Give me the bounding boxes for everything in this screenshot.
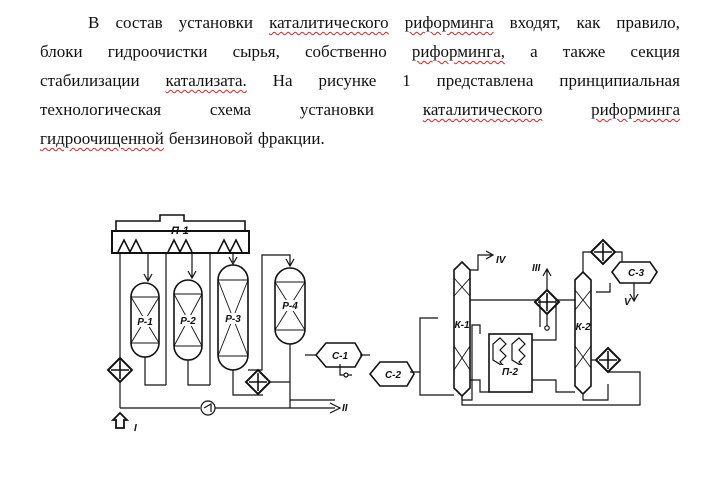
separator-c1 [316,343,362,367]
word: представлена [436,71,534,90]
word: гидроочищенной [40,129,164,148]
separator-c2 [370,362,414,386]
reactor-p4-label: Р-4 [282,301,298,312]
column-k2 [575,272,591,394]
word: состав [115,13,163,32]
heat-exchanger-left [108,358,132,382]
word: риформинга [404,13,494,32]
word: входят, [509,13,561,32]
reactor-p3-label: Р-3 [225,314,241,325]
word: установки [299,100,375,119]
column-k2-label: К-2 [575,322,591,333]
furnace-p1-label: П-1 [171,225,189,237]
word: сырья, [232,42,280,61]
word: каталитического [269,13,389,32]
separator-c3-label: С-3 [627,268,645,279]
word: секция [630,42,680,61]
pipes-k1 [420,251,640,405]
word: катализата. [165,71,247,90]
word: каталитического [422,100,543,119]
column-k1-label: К-1 [454,320,470,331]
furnace-p1 [112,215,249,253]
word: правило, [616,13,680,32]
word: установки [178,13,253,32]
bottom-line [120,382,340,415]
reactor-p1 [131,283,159,357]
stream-label-iii: III [532,263,541,274]
word: также [562,42,606,61]
separator-c1-label: С-1 [331,351,349,362]
reactor-p2 [174,280,202,360]
word: гидроочистки [107,42,208,61]
word: собственно [304,42,387,61]
word: На [272,71,293,90]
word: а [530,42,538,61]
word: принципиальная [559,71,680,90]
reactor-p3 [218,265,248,370]
heat-exchanger-iii [532,263,559,330]
stream-label-v: V [624,297,631,308]
stream-label-ii: II [342,403,348,414]
column-k1 [454,262,470,396]
word: схема [209,100,252,119]
separator-c3 [612,262,657,283]
word: блоки [40,42,83,61]
word: фракции. [257,129,325,148]
heat-exchanger-bottom-right [591,348,620,372]
word: 1 [402,71,411,90]
word: рисунке [318,71,377,90]
stream-label-iv: IV [496,255,506,266]
feed-inlet-arrow [113,413,137,434]
word: бензиновой [168,129,253,148]
word: как [576,13,601,32]
word: риформинга, [411,42,505,61]
reactor-p2-label: Р-2 [180,316,196,327]
word: стабилизации [40,71,140,90]
word: риформинга [591,100,680,119]
furnace-p2 [489,334,532,392]
word: В [88,13,100,32]
heat-exchanger-mid [246,370,270,394]
stream-label-i: I [134,423,137,434]
reactor-p1-label: Р-1 [137,317,153,328]
word: технологическая [40,100,162,119]
heat-exchanger-top [591,240,615,264]
reactor-p4 [275,268,305,344]
furnace-p2-label: П-2 [501,367,519,378]
separator-c2-label: С-2 [384,370,402,381]
